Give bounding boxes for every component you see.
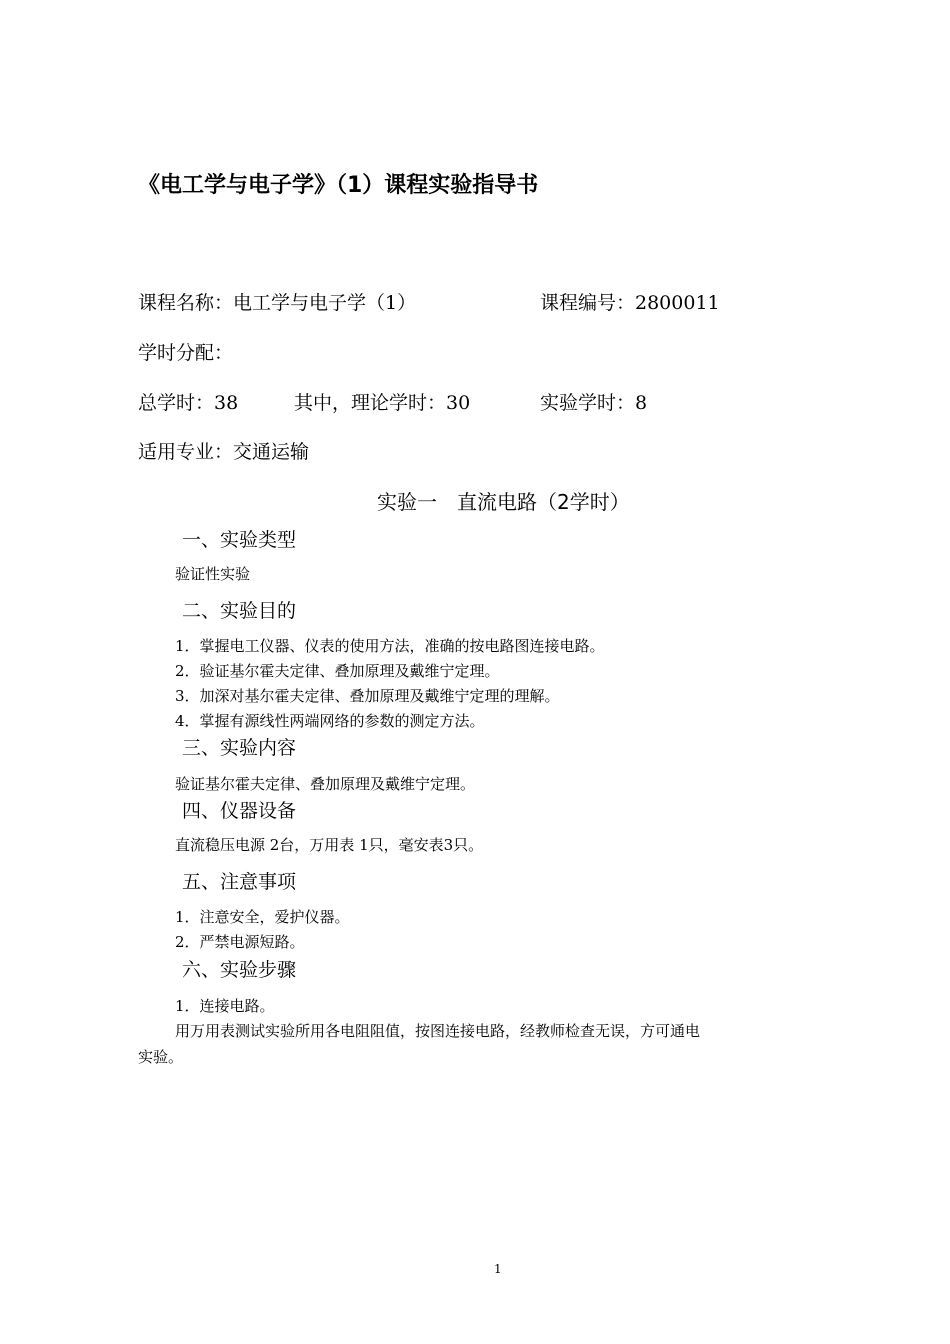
- section-line: 用万用表测试实验所用各电阻阻值，按图连接电路，经教师检查无误，方可通电: [175, 1022, 701, 1040]
- section-heading: 六、实验步骤: [182, 959, 297, 981]
- applicable-major: 适用专业：交通运输: [138, 441, 310, 463]
- section-line: 2．严禁电源短路。: [175, 933, 305, 951]
- total-hours: 总学时：38: [138, 392, 239, 414]
- section-line: 验证基尔霍夫定律、叠加原理及戴维宁定理。: [175, 775, 476, 793]
- section-line: 1．注意安全，爱护仪器。: [175, 908, 350, 926]
- experiment-title: 实验一 直流电路（2学时）: [377, 490, 630, 514]
- theory-hours: 其中，理论学时：30: [294, 392, 471, 414]
- course-code: 课程编号：2800011: [540, 292, 720, 314]
- section-line: 验证性实验: [175, 565, 251, 583]
- section-line: 直流稳压电源 2台，万用表 1只，毫安表3只。: [175, 836, 484, 854]
- section-heading: 一、实验类型: [182, 529, 297, 551]
- section-line: 1．掌握电工仪器、仪表的使用方法，准确的按电路图连接电路。: [175, 637, 605, 655]
- section-heading: 二、实验目的: [182, 600, 297, 622]
- document-title: 《电工学与电子学》（1）课程实验指导书: [138, 173, 539, 198]
- section-line: 1．连接电路。: [175, 997, 275, 1015]
- course-name: 课程名称：电工学与电子学（1）: [138, 292, 417, 314]
- section-line: 实验。: [138, 1048, 184, 1066]
- section-heading: 四、仪器设备: [182, 800, 297, 822]
- lab-hours: 实验学时：8: [540, 392, 648, 414]
- section-line: 2．验证基尔霍夫定律、叠加原理及戴维宁定理。: [175, 662, 500, 680]
- section-heading: 三、实验内容: [182, 737, 297, 759]
- section-line: 4．掌握有源线性两端网络的参数的测定方法。: [175, 712, 485, 730]
- section-line: 3．加深对基尔霍夫定律、叠加原理及戴维宁定理的理解。: [175, 687, 560, 705]
- section-heading: 五、注意事项: [182, 871, 297, 893]
- page-number: 1: [494, 1262, 502, 1276]
- hours-distribution-label: 学时分配：: [138, 342, 234, 364]
